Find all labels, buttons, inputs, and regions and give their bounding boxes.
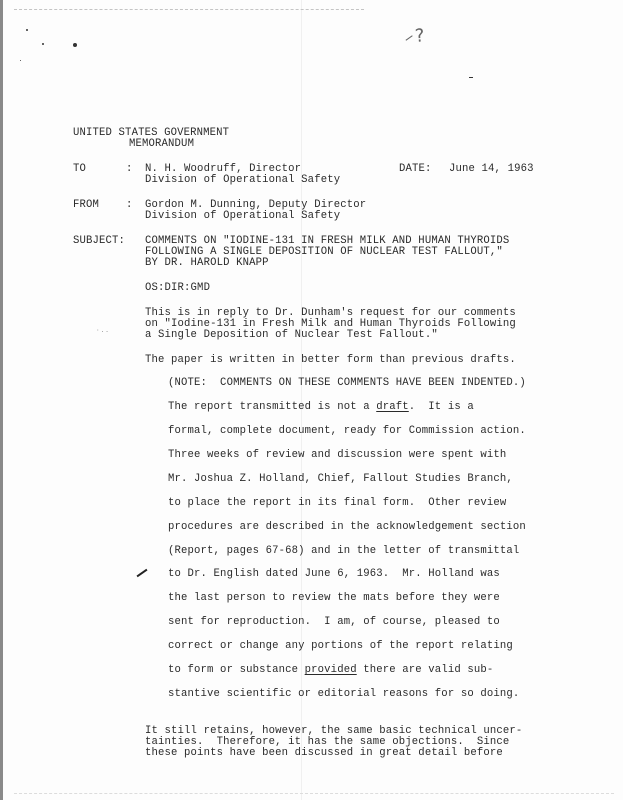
text-segment: there are valid sub- xyxy=(356,664,494,676)
speck xyxy=(469,77,473,78)
text-segment: . It is a xyxy=(408,401,474,413)
to-label: TO xyxy=(73,163,87,175)
para3-line: these points have been discussed in great detail before xyxy=(145,747,503,759)
speck xyxy=(26,29,28,31)
indented-line: (Report, pages 67-68) and in the letter of transmittal xyxy=(168,545,520,557)
indented-line: formal, complete document, ready for Commission action. xyxy=(168,425,526,437)
indented-line: correct or change any portions of the report relating xyxy=(168,640,513,652)
para2-line: The paper is written in better form than previous drafts. xyxy=(145,354,516,366)
indented-line: Mr. Joshua Z. Holland, Chief, Fallout Studies Branch, xyxy=(168,473,513,485)
para1-line: on "Iodine-131 in Fresh Milk and Human Thyroids Following xyxy=(145,318,516,330)
indented-line: stantive scientific or editorial reasons for so doing. xyxy=(168,688,520,700)
underlined-word: draft xyxy=(376,401,409,413)
subject-line-3: BY DR. HAROLD KNAPP xyxy=(145,257,269,269)
margin-slash-mark xyxy=(137,569,148,578)
indented-line: Three weeks of review and discussion were spent with xyxy=(168,449,507,461)
para3-line: It still retains, however, the same basic technical uncer- xyxy=(145,725,523,737)
from-division: Division of Operational Safety xyxy=(145,210,341,222)
to-division: Division of Operational Safety xyxy=(145,174,341,186)
indented-line: the last person to review the mats before they were xyxy=(168,592,500,604)
indented-line: to place the report in its final form. Other review xyxy=(168,497,507,509)
para1-line: This is in reply to Dr. Dunham's request for our comments xyxy=(145,307,516,319)
handwritten-mark: ? xyxy=(404,25,425,48)
scan-edge xyxy=(0,0,3,800)
text-segment: to form or substance xyxy=(168,664,305,676)
memorandum-header: MEMORANDUM xyxy=(129,138,195,150)
para1-line: a Single Deposition of Nuclear Test Fallout." xyxy=(145,329,438,341)
subject-line-1: COMMENTS ON "IODINE-131 IN FRESH MILK AND HUMAN THYROIDS xyxy=(145,235,510,247)
date-value: June 14, 1963 xyxy=(449,163,534,175)
speck xyxy=(42,43,44,45)
indented-line xyxy=(168,402,474,413)
fold-line xyxy=(301,0,302,800)
margin-mark: ·.. xyxy=(96,327,110,334)
indented-line: to Dr. English dated June 6, 1963. Mr. Holland was xyxy=(168,568,500,580)
to-separator: : xyxy=(126,163,133,175)
indented-line xyxy=(168,665,493,676)
para3-line: tainties. Therefore, it has the same objections. Since xyxy=(145,736,510,748)
underlined-word: provided xyxy=(304,664,357,676)
reference-code: OS:DIR:GMD xyxy=(145,282,211,294)
indented-line: procedures are described in the acknowledgement section xyxy=(168,521,526,533)
date-label: DATE: xyxy=(399,163,432,175)
scan-artifact-top xyxy=(14,9,364,11)
text-segment: The report transmitted is not a xyxy=(168,401,377,413)
scan-artifact-bottom xyxy=(14,793,614,795)
agency-header: UNITED STATES GOVERNMENT xyxy=(73,127,230,139)
subject-label: SUBJECT: xyxy=(73,235,126,247)
speck xyxy=(73,43,77,47)
indented-line: sent for reproduction. I am, of course, pleased to xyxy=(168,616,500,628)
subject-line-2: FOLLOWING A SINGLE DEPOSITION OF NUCLEAR TEST FALLOUT," xyxy=(145,246,503,258)
to-name: N. H. Woodruff, Director xyxy=(145,163,302,175)
from-separator: : xyxy=(126,199,133,211)
speck xyxy=(20,60,21,61)
from-name: Gordon M. Dunning, Deputy Director xyxy=(145,199,367,211)
indented-note: (NOTE: COMMENTS ON THESE COMMENTS HAVE BEEN INDENTED.) xyxy=(168,377,526,389)
from-label: FROM xyxy=(73,199,100,211)
